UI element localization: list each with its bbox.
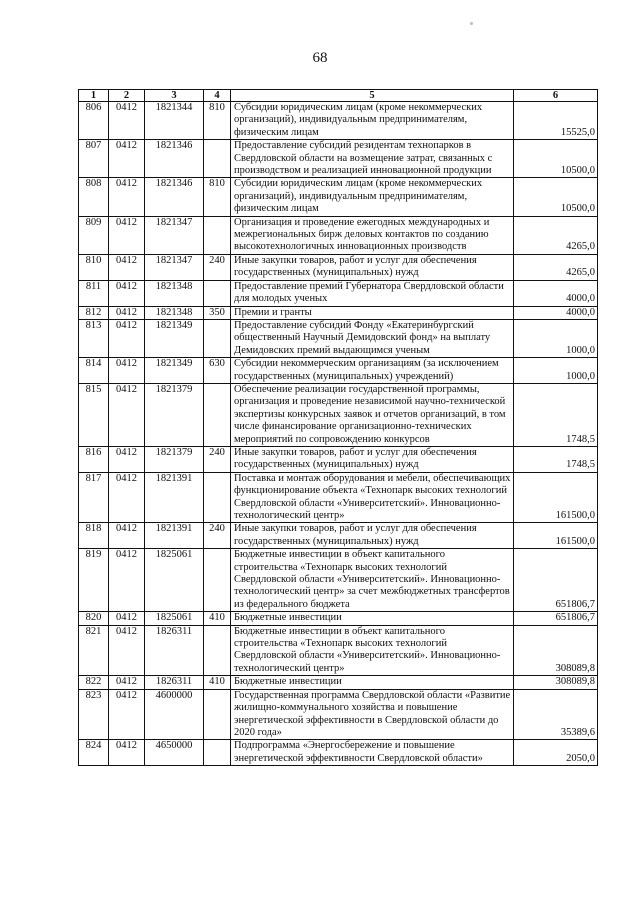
table-row [79,319,598,357]
section-code-cell: 0412 [109,549,145,612]
item-name-cell: Подпрограмма «Энергосбережение и повышение энергетической эффективности Свердловской области» [231,740,514,766]
column-header: 4 [204,90,231,102]
table-row [79,523,598,549]
expense-type-cell: 410 [204,612,231,625]
header-row [79,90,598,102]
table-row [79,358,598,384]
item-name-cell: Премии и гранты [231,306,514,319]
target-article-cell: 4600000 [145,689,204,740]
section-code-cell: 0412 [109,319,145,357]
item-name-cell: Государственная программа Свердловской области «Развитие жилищно-коммунального хозяйства и повышение энергетической эффективности в Свердловской области до 2020 года» [231,689,514,740]
target-article-cell: 1826311 [145,625,204,676]
table-row [79,280,598,306]
table-row [79,178,598,216]
table-row [79,306,598,319]
expense-type-cell: 350 [204,306,231,319]
expense-type-cell: 240 [204,254,231,280]
target-article-cell: 1821349 [145,358,204,384]
item-name-cell: Предоставление премий Губернатора Свердловской области для молодых ученых [231,280,514,306]
amount-cell: 4265,0 [514,254,598,280]
amount-cell: 1000,0 [514,319,598,357]
item-name-cell: Субсидии юридическим лицам (кроме некоммерческих организаций), индивидуальным предпринимателям, физическим лицам [231,178,514,216]
table-row [79,383,598,446]
section-code-cell: 0412 [109,140,145,178]
table-row [79,216,598,254]
column-header: 6 [514,90,598,102]
target-article-cell: 1821347 [145,254,204,280]
table-row [79,254,598,280]
table-row [79,446,598,472]
target-article-cell: 1821347 [145,216,204,254]
row-number-cell: 817 [79,472,109,523]
amount-cell: 10500,0 [514,140,598,178]
row-number-cell: 807 [79,140,109,178]
row-number-cell: 824 [79,740,109,766]
expense-type-cell [204,383,231,446]
expense-type-cell [204,625,231,676]
section-code-cell: 0412 [109,306,145,319]
item-name-cell: Бюджетные инвестиции [231,676,514,689]
row-number-cell: 812 [79,306,109,319]
row-number-cell: 816 [79,446,109,472]
row-number-cell: 810 [79,254,109,280]
section-code-cell: 0412 [109,280,145,306]
amount-cell: 4265,0 [514,216,598,254]
expense-type-cell: 410 [204,676,231,689]
item-name-cell: Предоставление субсидий Фонду «Екатеринбургский общественный Научный Демидовский фонд» на выплату Демидовских премий выдающимся ученым [231,319,514,357]
section-code-cell: 0412 [109,740,145,766]
section-code-cell: 0412 [109,383,145,446]
amount-cell: 308089,8 [514,676,598,689]
row-number-cell: 823 [79,689,109,740]
row-number-cell: 808 [79,178,109,216]
column-header: 1 [79,90,109,102]
column-header: 3 [145,90,204,102]
section-code-cell: 0412 [109,625,145,676]
table-row [79,612,598,625]
amount-cell: 2050,0 [514,740,598,766]
table-row [79,472,598,523]
amount-cell: 1748,5 [514,383,598,446]
expense-type-cell [204,280,231,306]
target-article-cell: 1821348 [145,306,204,319]
row-number-cell: 821 [79,625,109,676]
item-name-cell: Бюджетные инвестиции [231,612,514,625]
table-row [79,549,598,612]
row-number-cell: 814 [79,358,109,384]
item-name-cell: Организация и проведение ежегодных международных и межрегиональных бирж деловых контактов по созданию высокотехнологичных инновационных производств [231,216,514,254]
amount-cell: 10500,0 [514,178,598,216]
expense-type-cell [204,689,231,740]
item-name-cell: Иные закупки товаров, работ и услуг для обеспечения государственных (муниципальных) нужд [231,446,514,472]
row-number-cell: 813 [79,319,109,357]
amount-cell: 308089,8 [514,625,598,676]
table-row [79,740,598,766]
target-article-cell: 1821346 [145,178,204,216]
section-code-cell: 0412 [109,178,145,216]
target-article-cell: 1825061 [145,612,204,625]
expense-type-cell: 240 [204,523,231,549]
table-row [79,102,598,140]
target-article-cell: 1826311 [145,676,204,689]
amount-cell: 651806,7 [514,549,598,612]
expense-type-cell [204,740,231,766]
row-number-cell: 815 [79,383,109,446]
expense-type-cell [204,472,231,523]
row-number-cell: 819 [79,549,109,612]
amount-cell: 1748,5 [514,446,598,472]
row-number-cell: 820 [79,612,109,625]
target-article-cell: 1821349 [145,319,204,357]
target-article-cell: 4650000 [145,740,204,766]
target-article-cell: 1821379 [145,446,204,472]
expense-type-cell: 630 [204,358,231,384]
section-code-cell: 0412 [109,102,145,140]
column-header: 2 [109,90,145,102]
scan-speck [470,22,473,25]
amount-cell: 4000,0 [514,280,598,306]
section-code-cell: 0412 [109,216,145,254]
section-code-cell: 0412 [109,523,145,549]
amount-cell: 15525,0 [514,102,598,140]
item-name-cell: Иные закупки товаров, работ и услуг для обеспечения государственных (муниципальных) нужд [231,254,514,280]
target-article-cell: 1821391 [145,523,204,549]
row-number-cell: 806 [79,102,109,140]
amount-cell: 161500,0 [514,523,598,549]
target-article-cell: 1821346 [145,140,204,178]
amount-cell: 35389,6 [514,689,598,740]
table-row [79,689,598,740]
expense-type-cell: 240 [204,446,231,472]
item-name-cell: Обеспечение реализации государственной программы, организация и проведение независимой научно-технической экспертизы конкурсных заявок и отчетов организаций, в том числе финансирование организационно-технических мероприятий по сопровождению конкурсов [231,383,514,446]
expense-type-cell [204,549,231,612]
expense-type-cell: 810 [204,178,231,216]
expense-type-cell [204,319,231,357]
target-article-cell: 1821391 [145,472,204,523]
row-number-cell: 822 [79,676,109,689]
row-number-cell: 811 [79,280,109,306]
item-name-cell: Иные закупки товаров, работ и услуг для обеспечения государственных (муниципальных) нужд [231,523,514,549]
item-name-cell: Поставка и монтаж оборудования и мебели, обеспечивающих функционирование объекта «Технопарк высоких технологий Свердловской области «Университетский». Инновационно-технологический центр» [231,472,514,523]
expense-type-cell: 810 [204,102,231,140]
row-number-cell: 809 [79,216,109,254]
section-code-cell: 0412 [109,689,145,740]
expense-type-cell [204,140,231,178]
item-name-cell: Бюджетные инвестиции в объект капитального строительства «Технопарк высоких технологий Свердловской области «Университетский». Инновационно-технологический центр» [231,625,514,676]
row-number-cell: 818 [79,523,109,549]
section-code-cell: 0412 [109,446,145,472]
amount-cell: 651806,7 [514,612,598,625]
target-article-cell: 1821348 [145,280,204,306]
section-code-cell: 0412 [109,358,145,384]
amount-cell: 4000,0 [514,306,598,319]
expense-type-cell [204,216,231,254]
target-article-cell: 1821344 [145,102,204,140]
section-code-cell: 0412 [109,472,145,523]
section-code-cell: 0412 [109,612,145,625]
amount-cell: 161500,0 [514,472,598,523]
item-name-cell: Бюджетные инвестиции в объект капитального строительства «Технопарк высоких технологий Свердловской области «Университетский». Инновационно-технологический центр» за счет межбюджетных трансфертов из федерального бюджета [231,549,514,612]
item-name-cell: Субсидии юридическим лицам (кроме некоммерческих организаций), индивидуальным предпринимателям, физическим лицам [231,102,514,140]
amount-cell: 1000,0 [514,358,598,384]
section-code-cell: 0412 [109,676,145,689]
item-name-cell: Субсидии некоммерческим организациям (за исключением государственных (муниципальных) учреждений) [231,358,514,384]
budget-table [78,89,598,766]
column-header: 5 [231,90,514,102]
table-row [79,676,598,689]
target-article-cell: 1821379 [145,383,204,446]
item-name-cell: Предоставление субсидий резидентам технопарков в Свердловской области на возмещение затрат, связанных с производством и реализацией инновационной продукции [231,140,514,178]
table-row [79,140,598,178]
table-row [79,625,598,676]
section-code-cell: 0412 [109,254,145,280]
page-number: 68 [312,50,328,66]
target-article-cell: 1825061 [145,549,204,612]
